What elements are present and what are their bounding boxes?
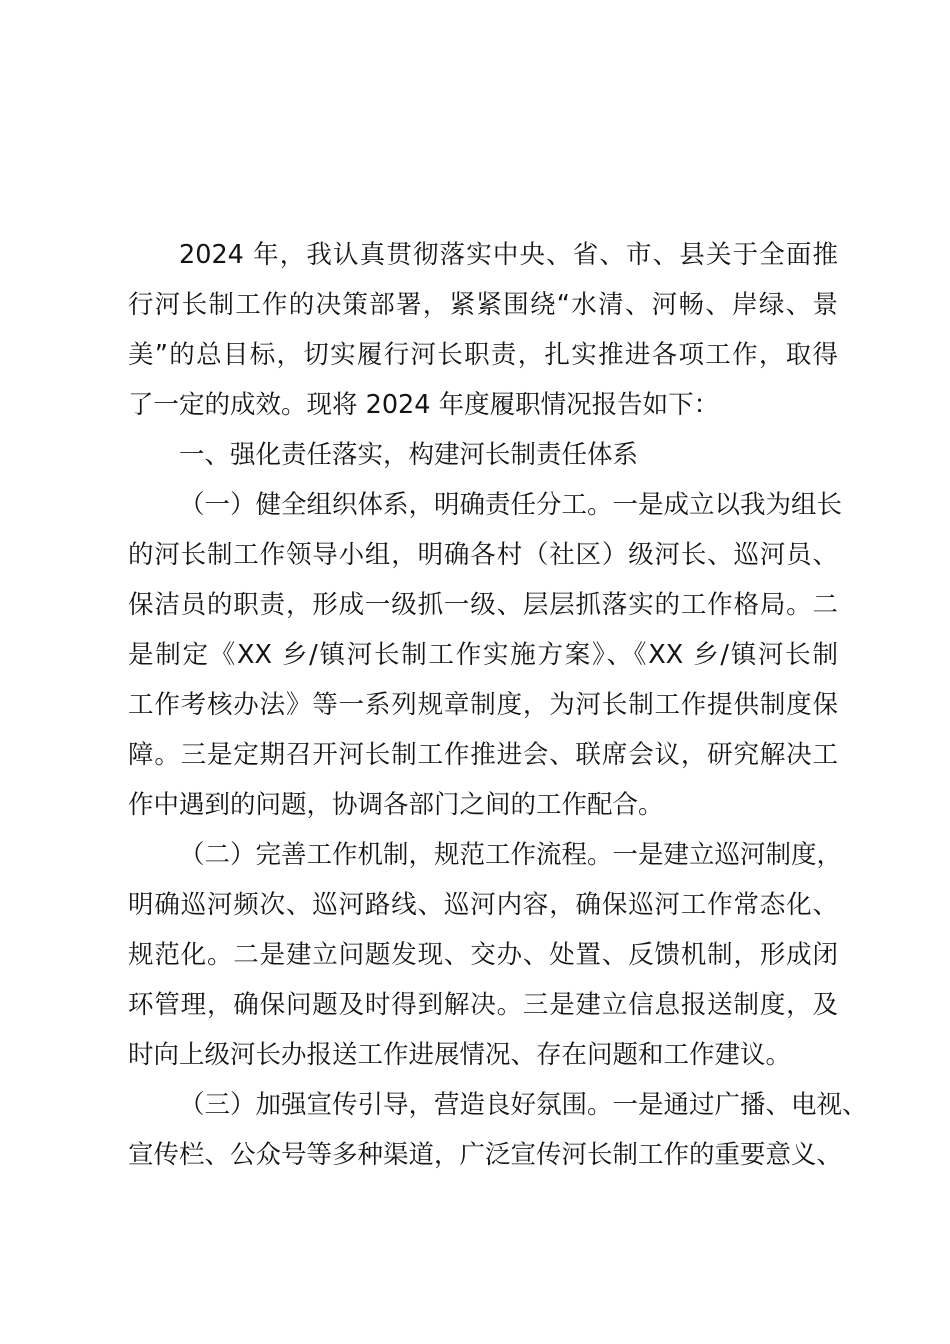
paragraph-3-line-3: 规范化。二是建立问题发现、交办、处置、反馈机制，形成闭 xyxy=(128,940,838,970)
paragraph-3-line-2: 明确巡河频次、巡河路线、巡河内容，确保巡河工作常态化、 xyxy=(128,890,838,920)
paragraph-2-line-5: 工作考核办法》等一系列规章制度，为河长制工作提供制度保 xyxy=(128,690,838,720)
paragraph-1-line-3: 美”的总目标，切实履行河长职责，扎实推进各项工作，取得 xyxy=(128,340,838,370)
document-body xyxy=(128,230,868,1180)
paragraph-2-line-4: 是制定《XX 乡/镇河长制工作实施方案》、《XX 乡/镇河长制 xyxy=(128,640,838,670)
paragraph-1-line-2: 行河长制工作的决策部署，紧紧围绕“水清、河畅、岸绿、景 xyxy=(128,290,838,320)
paragraph-2-line-6: 障。三是定期召开河长制工作推进会、联席会议，研究解决工 xyxy=(128,740,838,770)
section-heading-1: 一、强化责任落实，构建河长制责任体系 xyxy=(179,440,639,470)
paragraph-2-line-1: （一）健全组织体系，明确责任分工。一是成立以我为组长 xyxy=(179,490,843,520)
paragraph-2-line-3: 保洁员的职责，形成一级抓一级、层层抓落实的工作格局。二 xyxy=(128,590,838,620)
paragraph-1-line-1: 2024 年，我认真贯彻落实中央、省、市、县关于全面推 xyxy=(179,240,838,270)
paragraph-2-line-2: 的河长制工作领导小组，明确各村（社区）级河长、巡河员、 xyxy=(128,540,838,570)
paragraph-4-line-1: （三）加强宣传引导，营造良好氛围。一是通过广播、电视、 xyxy=(179,1090,868,1120)
paragraph-1-line-4: 了一定的成效。现将 2024 年度履职情况报告如下： xyxy=(128,390,720,420)
paragraph-4-line-2: 宣传栏、公众号等多种渠道，广泛宣传河长制工作的重要意义、 xyxy=(128,1140,843,1170)
paragraph-2-line-7: 作中遇到的问题，协调各部门之间的工作配合。 xyxy=(128,790,664,820)
paragraph-3-line-5: 时向上级河长办报送工作进展情况、存在问题和工作建议。 xyxy=(128,1040,792,1070)
paragraph-3-line-1: （二）完善工作机制，规范工作流程。一是建立巡河制度， xyxy=(179,840,843,870)
paragraph-3-line-4: 环管理，确保问题及时得到解决。三是建立信息报送制度，及 xyxy=(128,990,838,1020)
